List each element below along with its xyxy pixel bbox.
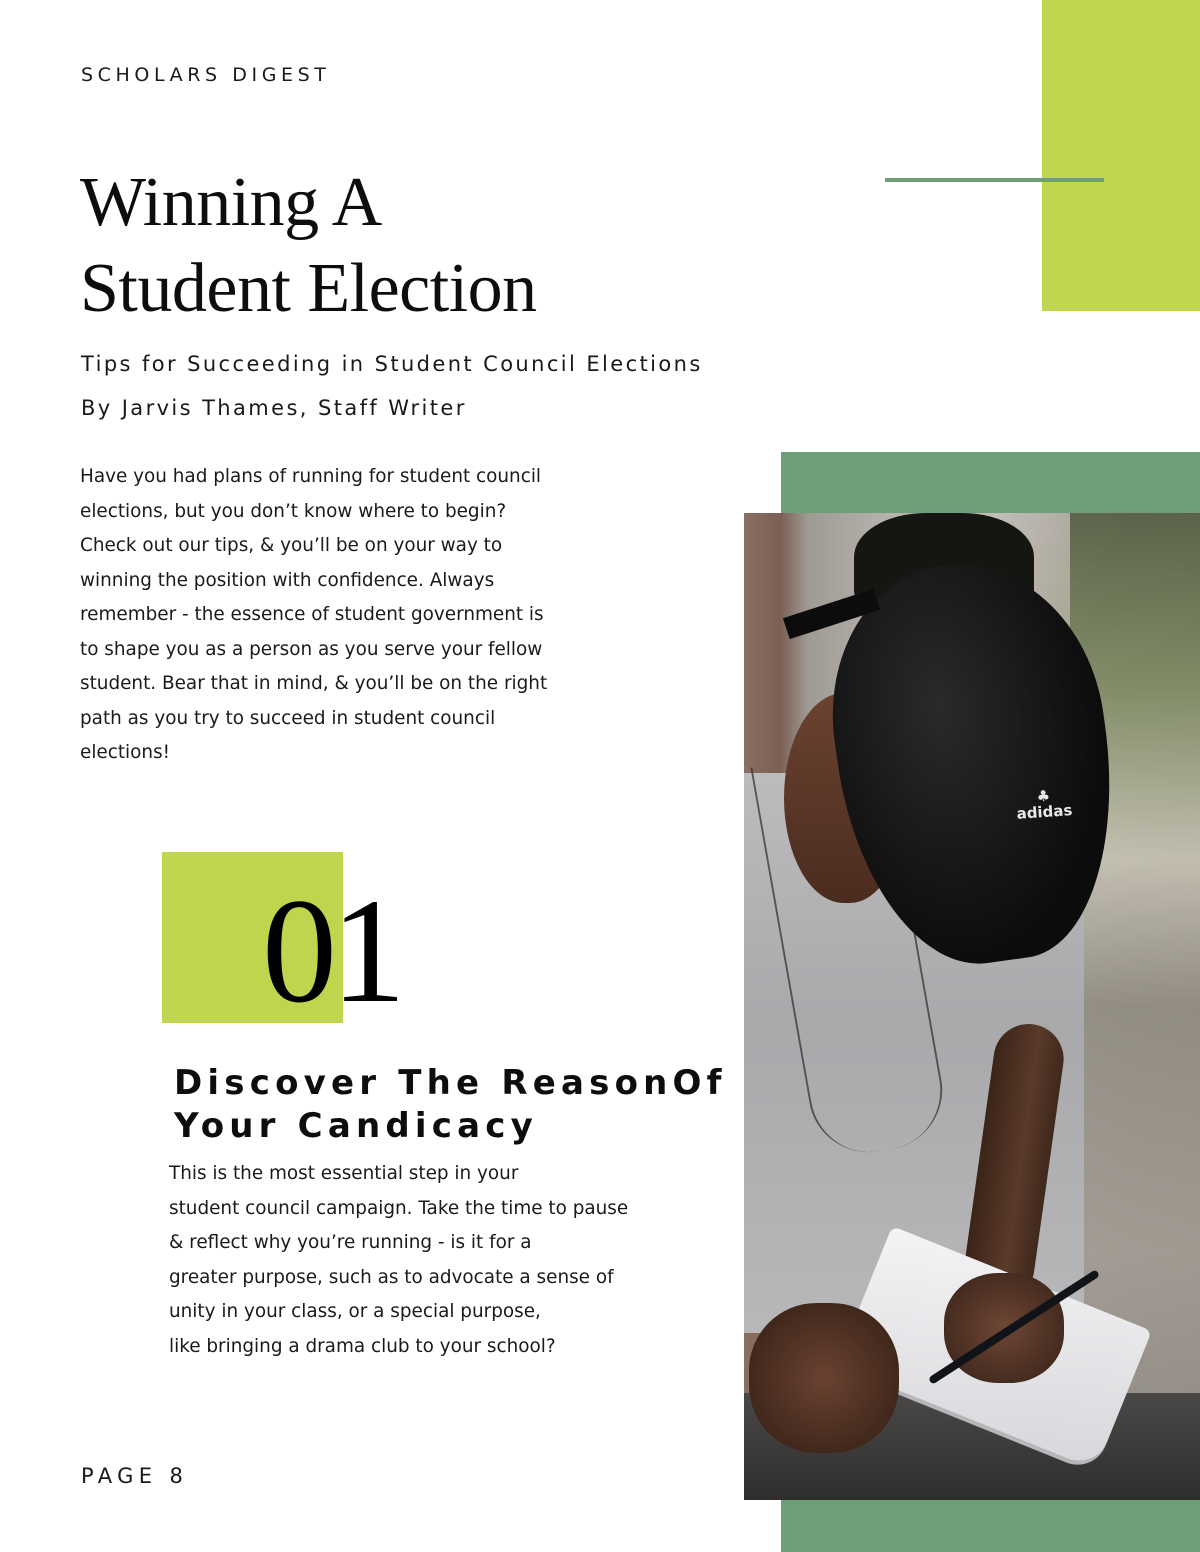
tip-body-line: greater purpose, such as to advocate a sense of	[169, 1266, 614, 1288]
green-accent-bar-top	[781, 452, 1200, 514]
tip-body-line: student council campaign. Take the time to pause	[169, 1197, 629, 1219]
cap-logo-text: adidas	[1015, 801, 1073, 823]
decorative-rule-line	[885, 178, 1104, 182]
intro-line: remember - the essence of student government is	[80, 604, 544, 625]
article-title	[80, 160, 537, 332]
intro-line: winning the position with confidence. Always	[80, 569, 495, 591]
article-title-line-2: Student Election	[80, 250, 537, 327]
intro-line: elections, but you don’t know where to begin?	[80, 500, 507, 522]
intro-line: student. Bear that in mind, & you’ll be on the right	[80, 673, 548, 694]
article-byline: By Jarvis Thames, Staff Writer	[81, 396, 467, 420]
cap-logo-icon: ♣ adidas	[1015, 786, 1073, 823]
tip-body	[169, 1157, 628, 1364]
article-photo	[744, 513, 1200, 1500]
intro-line: elections!	[80, 742, 171, 763]
tip-body-line: & reflect why you’re running - is it for a	[169, 1232, 532, 1253]
intro-line: path as you try to succeed in student council	[80, 707, 496, 729]
article-title-line-1: Winning A	[80, 164, 382, 241]
intro-line: Check out our tips, & you’ll be on your way to	[80, 535, 503, 556]
publication-masthead: SCHOLARS DIGEST	[81, 64, 331, 86]
article-subtitle: Tips for Succeeding in Student Council Elections	[81, 352, 703, 376]
tip-body-line: like bringing a drama club to your school?	[169, 1335, 556, 1357]
page-number: PAGE 8	[81, 1464, 189, 1488]
tip-heading-line-1: Discover The ReasonOf	[174, 1063, 727, 1103]
tip-heading-line-2: Your Candicacy	[174, 1106, 538, 1146]
tip-heading	[174, 1062, 727, 1148]
tip-body-line: unity in your class, or a special purpose,	[169, 1301, 541, 1322]
intro-line: Have you had plans of running for student council	[80, 466, 542, 487]
tip-number: 01	[262, 868, 400, 1034]
lime-accent-block	[1042, 0, 1200, 311]
green-accent-bar-bottom	[781, 1500, 1200, 1552]
photo-left-hand	[749, 1303, 899, 1453]
tip-body-line: This is the most essential step in your	[169, 1163, 519, 1184]
article-intro	[80, 460, 600, 771]
intro-line: to shape you as a person as you serve your fellow	[80, 638, 543, 660]
